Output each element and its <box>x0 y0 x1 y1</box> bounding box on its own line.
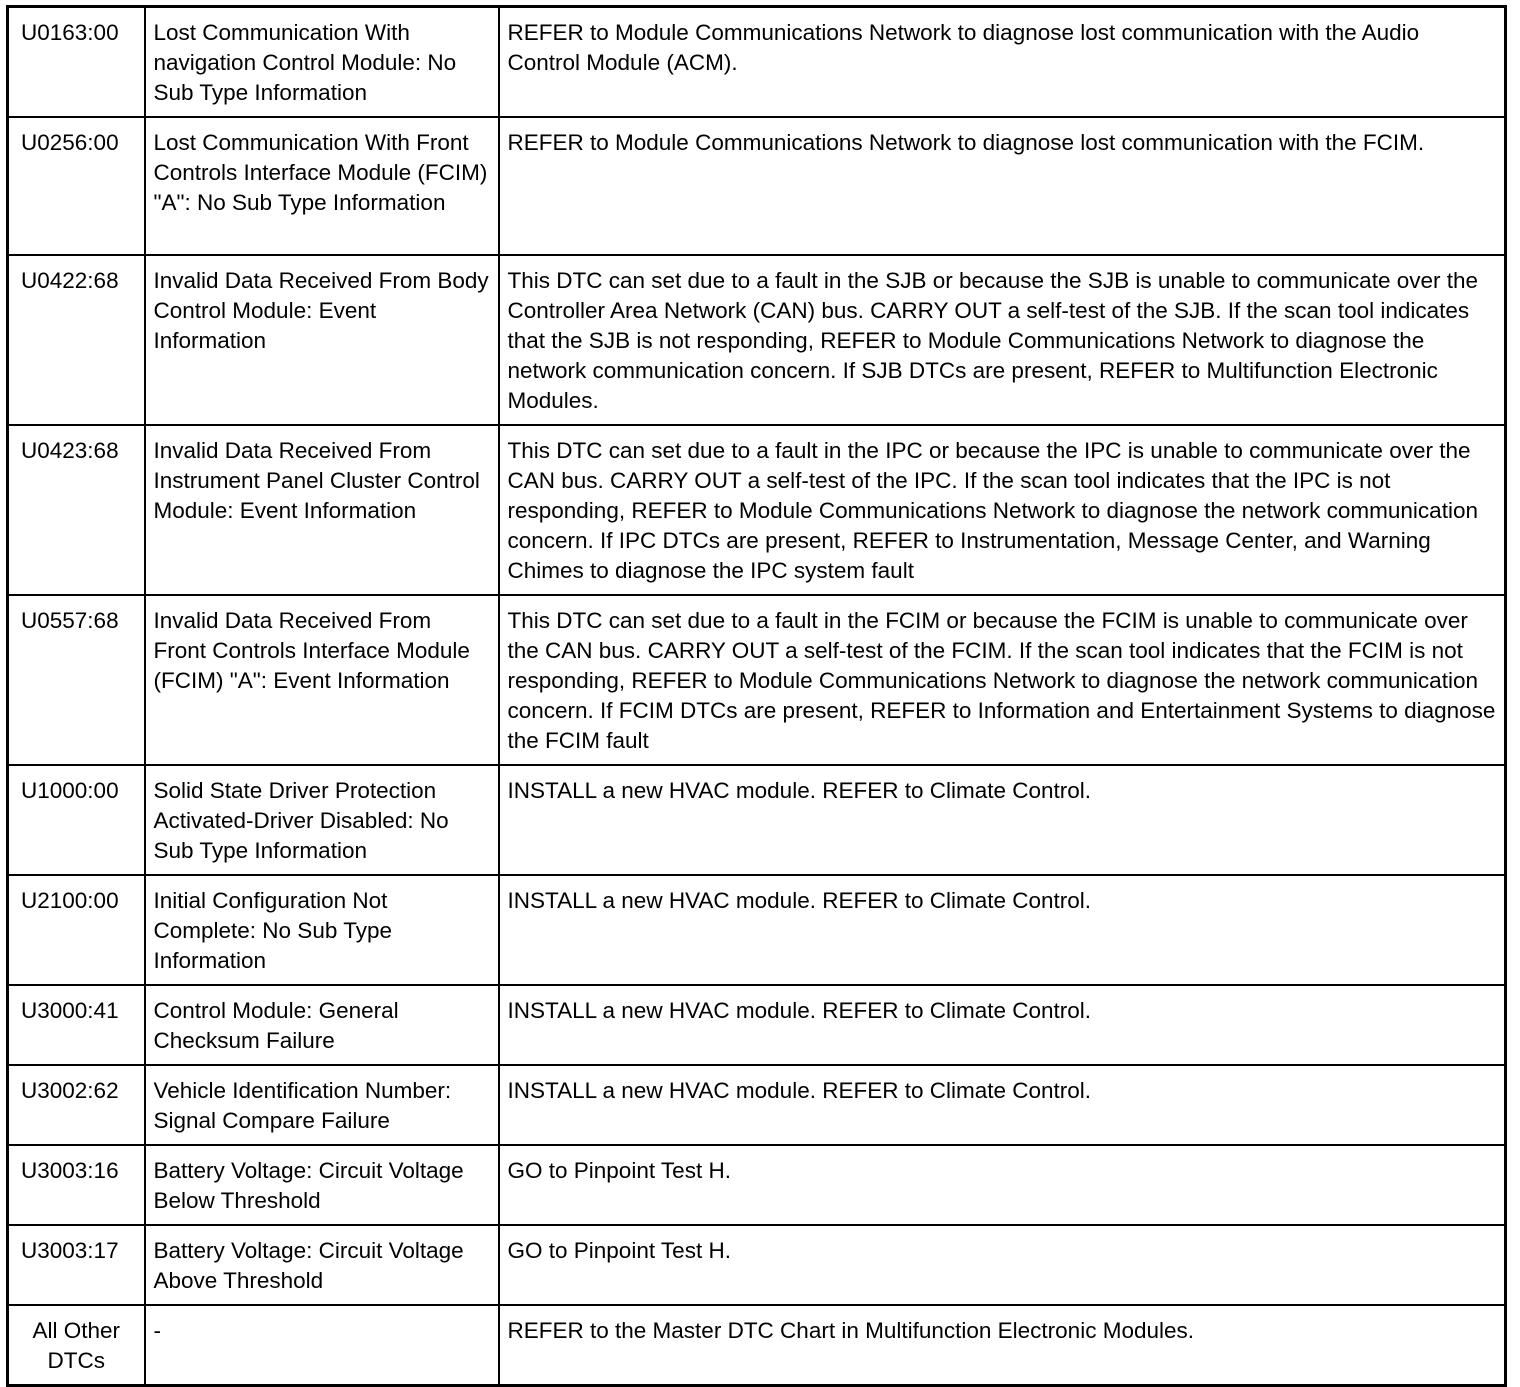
dtc-code-cell: U0423:68 <box>8 425 145 595</box>
table-row <box>8 875 1506 985</box>
dtc-action-cell: GO to Pinpoint Test H. <box>499 1145 1506 1225</box>
table-row <box>8 595 1506 765</box>
table-row <box>8 765 1506 875</box>
dtc-action-cell: This DTC can set due to a fault in the SJB or because the SJB is unable to communicate over the Controller Area Network (CAN) bus. CARRY OUT a self-test of the SJB. If the scan tool indicates that the SJB is not responding, REFER to Module Communications Network to diagnose the network communication concern. If SJB DTCs are present, REFER to Multifunction Electronic Modules. <box>499 255 1506 425</box>
dtc-code-cell: U0422:68 <box>8 255 145 425</box>
dtc-description-cell: Control Module: General Checksum Failure <box>145 985 499 1065</box>
dtc-code-cell: U0256:00 <box>8 117 145 255</box>
dtc-description-cell: Lost Communication With Front Controls Interface Module (FCIM) "A": No Sub Type Information <box>145 117 499 255</box>
table-row <box>8 1145 1506 1225</box>
table-row <box>8 255 1506 425</box>
dtc-description-cell: Battery Voltage: Circuit Voltage Above Threshold <box>145 1225 499 1305</box>
dtc-code-cell: U3000:41 <box>8 985 145 1065</box>
dtc-description-cell: Lost Communication With navigation Control Module: No Sub Type Information <box>145 7 499 118</box>
dtc-description-cell: Initial Configuration Not Complete: No Sub Type Information <box>145 875 499 985</box>
dtc-action-cell: This DTC can set due to a fault in the IPC or because the IPC is unable to communicate over the CAN bus. CARRY OUT a self-test of the IPC. If the scan tool indicates that the IPC is not responding, REFER to Module Communications Network to diagnose the network communication concern. If IPC DTCs are present, REFER to Instrumentation, Message Center, and Warning Chimes to diagnose the IPC system fault <box>499 425 1506 595</box>
table-row <box>8 985 1506 1065</box>
dtc-description-cell: Invalid Data Received From Front Controls Interface Module (FCIM) "A": Event Information <box>145 595 499 765</box>
dtc-action-cell: REFER to the Master DTC Chart in Multifunction Electronic Modules. <box>499 1305 1506 1386</box>
dtc-action-cell: GO to Pinpoint Test H. <box>499 1225 1506 1305</box>
dtc-code-cell: U3003:16 <box>8 1145 145 1225</box>
dtc-description-cell: Solid State Driver Protection Activated-Driver Disabled: No Sub Type Information <box>145 765 499 875</box>
table-row <box>8 425 1506 595</box>
table-row <box>8 1305 1506 1386</box>
dtc-code-cell: U2100:00 <box>8 875 145 985</box>
dtc-description-cell: Vehicle Identification Number: Signal Compare Failure <box>145 1065 499 1145</box>
dtc-code-cell: U3002:62 <box>8 1065 145 1145</box>
dtc-table <box>6 5 1507 1387</box>
dtc-action-cell: REFER to Module Communications Network to diagnose lost communication with the Audio Control Module (ACM). <box>499 7 1506 118</box>
table-row <box>8 1065 1506 1145</box>
dtc-action-cell: INSTALL a new HVAC module. REFER to Climate Control. <box>499 1065 1506 1145</box>
dtc-action-cell: INSTALL a new HVAC module. REFER to Climate Control. <box>499 765 1506 875</box>
dtc-action-cell: INSTALL a new HVAC module. REFER to Climate Control. <box>499 875 1506 985</box>
dtc-action-cell: This DTC can set due to a fault in the FCIM or because the FCIM is unable to communicate over the CAN bus. CARRY OUT a self-test of the FCIM. If the scan tool indicates that the FCIM is not responding, REFER to Module Communications Network to diagnose the network communication concern. If FCIM DTCs are present, REFER to Information and Entertainment Systems to diagnose the FCIM fault <box>499 595 1506 765</box>
table-row <box>8 117 1506 255</box>
dtc-description-cell: Battery Voltage: Circuit Voltage Below Threshold <box>145 1145 499 1225</box>
dtc-action-cell: REFER to Module Communications Network to diagnose lost communication with the FCIM. <box>499 117 1506 255</box>
dtc-description-cell: Invalid Data Received From Instrument Panel Cluster Control Module: Event Information <box>145 425 499 595</box>
dtc-code-cell: U0557:68 <box>8 595 145 765</box>
dtc-description-cell: Invalid Data Received From Body Control Module: Event Information <box>145 255 499 425</box>
table-row <box>8 7 1506 118</box>
dtc-code-cell: U0163:00 <box>8 7 145 118</box>
table-row <box>8 1225 1506 1305</box>
dtc-description-cell: - <box>145 1305 499 1386</box>
dtc-code-cell: U3003:17 <box>8 1225 145 1305</box>
dtc-action-cell: INSTALL a new HVAC module. REFER to Climate Control. <box>499 985 1506 1065</box>
dtc-code-cell: U1000:00 <box>8 765 145 875</box>
dtc-code-cell: All Other DTCs <box>8 1305 145 1386</box>
